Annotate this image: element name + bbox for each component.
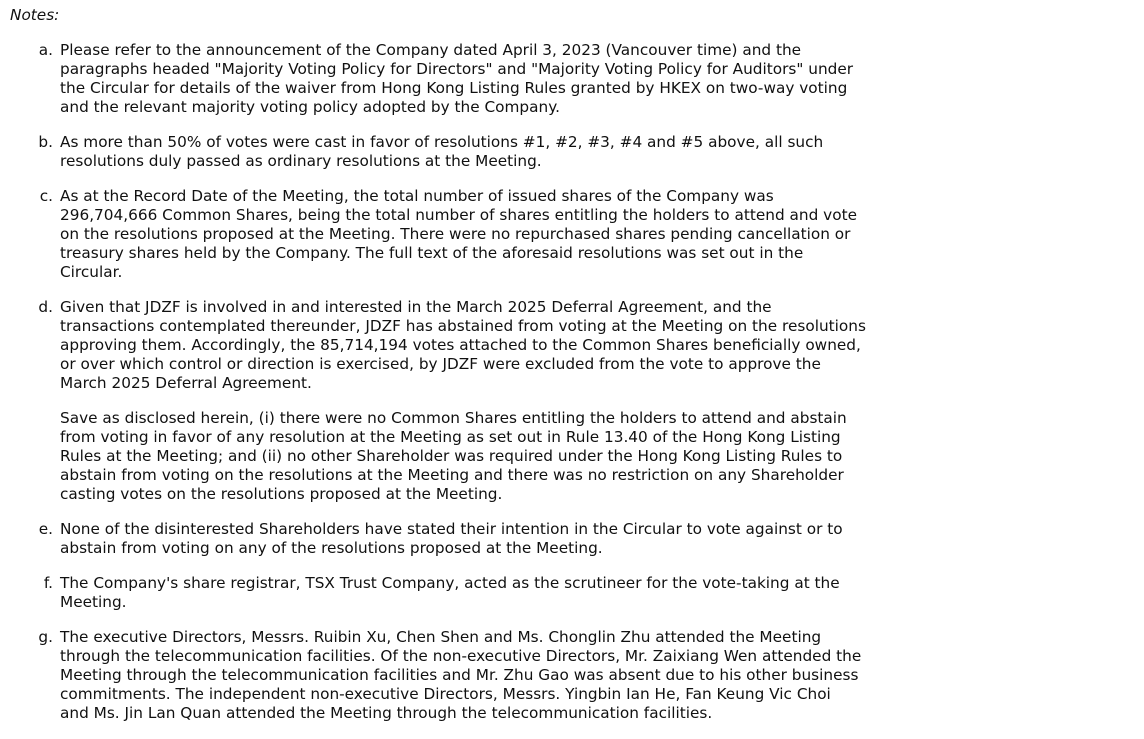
note-marker: g.	[38, 628, 53, 646]
note-line: the Circular for details of the waiver from Hong Kong Listing Rules granted by HKEX on two-way voting	[60, 79, 848, 97]
note-line: 296,704,666 Common Shares, being the total number of shares entitling the holders to attend and vote	[60, 206, 857, 224]
note-line: commitments. The independent non-executive Directors, Messrs. Yingbin Ian He, Fan Keung Vic Choi	[60, 685, 831, 703]
note-marker: f.	[43, 574, 53, 592]
note-paragraph	[60, 628, 920, 723]
note-line: Please refer to the announcement of the Company dated April 3, 2023 (Vancouver time) and the	[60, 41, 802, 59]
note-paragraph	[60, 520, 920, 558]
note-marker: c.	[39, 187, 53, 205]
note-paragraph	[60, 41, 920, 117]
note-line: approving them. Accordingly, the 85,714,194 votes attached to the Common Shares beneficially owned,	[60, 336, 861, 354]
note-item	[0, 187, 920, 282]
note-line: March 2025 Deferral Agreement.	[60, 374, 312, 392]
note-item	[0, 133, 920, 171]
note-item	[0, 298, 920, 504]
notes-list	[0, 41, 1144, 739]
note-item	[0, 520, 920, 558]
note-line: resolutions duly passed as ordinary resolutions at the Meeting.	[60, 152, 542, 170]
note-line: Save as disclosed herein, (i) there were no Common Shares entitling the holders to attend and abstain	[60, 409, 847, 427]
note-item	[0, 41, 920, 117]
note-line: Meeting.	[60, 593, 127, 611]
note-line: and Ms. Jin Lan Quan attended the Meeting through the telecommunication facilities.	[60, 704, 713, 722]
note-line: or over which control or direction is exercised, by JDZF were excluded from the vote to approve the	[60, 355, 821, 373]
note-line: Given that JDZF is involved in and interested in the March 2025 Deferral Agreement, and the	[60, 298, 772, 316]
note-marker: a.	[38, 41, 53, 59]
notes-heading: Notes:	[10, 6, 60, 24]
note-paragraph	[60, 187, 920, 282]
note-line: through the telecommunication facilities. Of the non-executive Directors, Mr. Zaixiang Wen attended the	[60, 647, 862, 665]
note-line: None of the disinterested Shareholders have stated their intention in the Circular to vote against or to	[60, 520, 843, 538]
note-line: treasury shares held by the Company. The full text of the aforesaid resolutions was set out in the	[60, 244, 804, 262]
note-paragraph	[60, 133, 920, 171]
note-marker: e.	[38, 520, 53, 538]
note-line: abstain from voting on the resolutions at the Meeting and there was no restriction on any Shareholder	[60, 466, 844, 484]
note-item	[0, 628, 920, 723]
note-line: transactions contemplated thereunder, JDZF has abstained from voting at the Meeting on the resolutions	[60, 317, 866, 335]
note-paragraph	[60, 298, 920, 393]
note-line: casting votes on the resolutions proposed at the Meeting.	[60, 485, 503, 503]
note-line: The Company's share registrar, TSX Trust Company, acted as the scrutineer for the vote-taking at the	[60, 574, 840, 592]
note-paragraph	[60, 574, 920, 612]
note-marker: b.	[38, 133, 53, 151]
note-item	[0, 574, 920, 612]
note-line: from voting in favor of any resolution at the Meeting as set out in Rule 13.40 of the Hong Kong Listing	[60, 428, 841, 446]
note-paragraph	[60, 409, 920, 504]
note-marker: d.	[38, 298, 53, 316]
note-line: on the resolutions proposed at the Meeting. There were no repurchased shares pending cancellation or	[60, 225, 851, 243]
note-line: As more than 50% of votes were cast in favor of resolutions #1, #2, #3, #4 and #5 above, all such	[60, 133, 824, 151]
note-line: abstain from voting on any of the resolutions proposed at the Meeting.	[60, 539, 603, 557]
note-line: The executive Directors, Messrs. Ruibin Xu, Chen Shen and Ms. Chonglin Zhu attended the Meeting	[60, 628, 822, 646]
note-line: Circular.	[60, 263, 123, 281]
note-line: As at the Record Date of the Meeting, the total number of issued shares of the Company was	[60, 187, 774, 205]
note-line: Meeting through the telecommunication facilities and Mr. Zhu Gao was absent due to his other business	[60, 666, 859, 684]
note-line: paragraphs headed "Majority Voting Policy for Directors" and "Majority Voting Policy for Auditors" under	[60, 60, 854, 78]
note-line: Rules at the Meeting; and (ii) no other Shareholder was required under the Hong Kong Listing Rules to	[60, 447, 843, 465]
note-line: and the relevant majority voting policy adopted by the Company.	[60, 98, 560, 116]
